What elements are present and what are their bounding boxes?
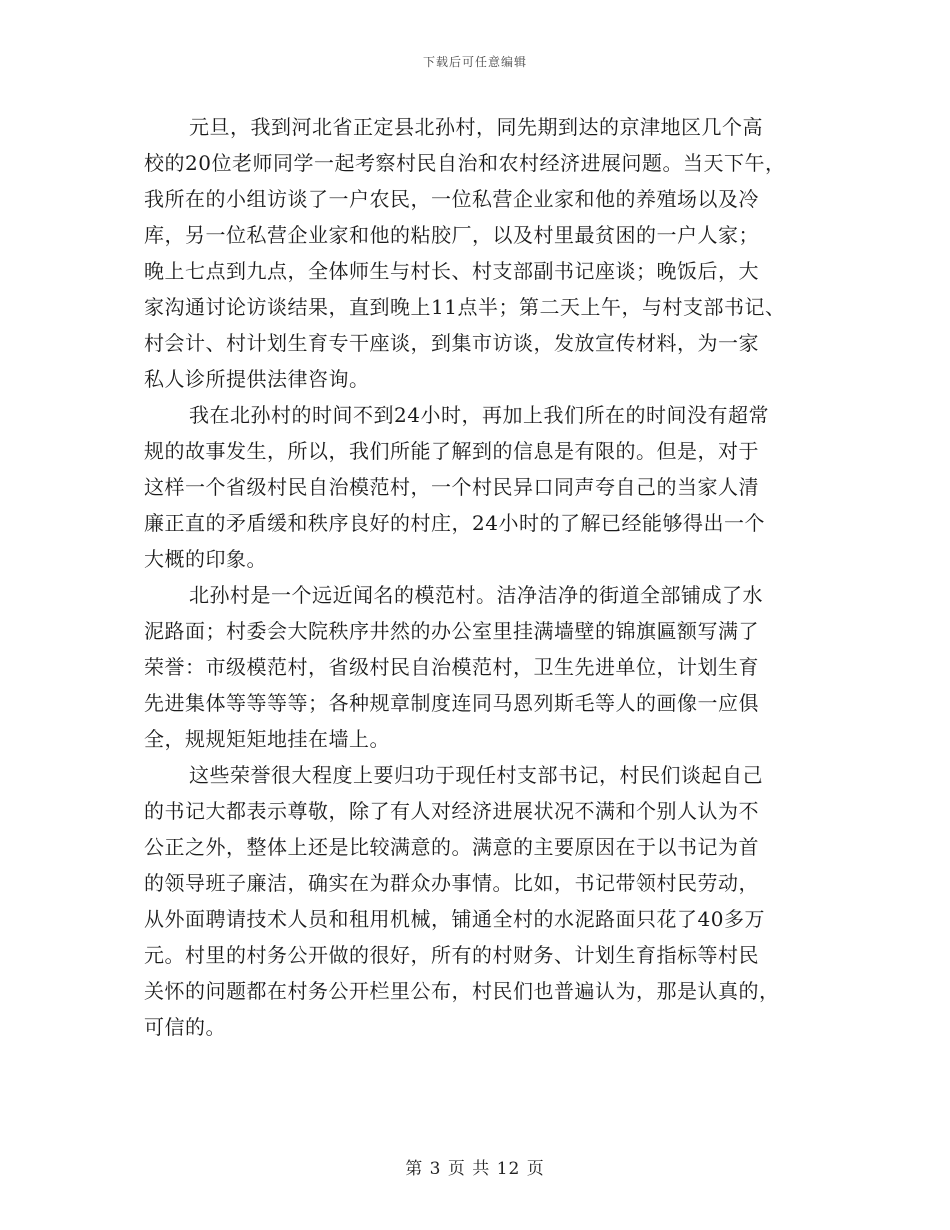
text-line: 这些荣誉很大程度上要归功于现任村支部书记，村民们谈起自己	[189, 763, 763, 787]
text-line: 校的20位老师同学一起考察村民自治和农村经济进展问题。当天下午，	[144, 151, 786, 175]
page-header: 下载后可任意编辑	[422, 55, 527, 69]
text-line: 私人诊所提供法律咨询。	[144, 367, 370, 391]
text-line: 我在北孙村的时间不到24小时，再加上我们所在的时间没有超常	[189, 403, 769, 427]
page-footer: 第 3 页 共 12 页	[405, 1159, 545, 1179]
text-line: 北孙村是一个远近闻名的模范村。洁净洁净的街道全部铺成了水	[189, 583, 763, 607]
text-line: 元。村里的村务公开做的很好，所有的村财务、计划生育指标等村民	[144, 943, 759, 967]
text-line: 荣誉：市级模范村，省级村民自治模范村，卫生先进单位，计划生育	[144, 655, 759, 679]
text-line: 大概的印象。	[144, 547, 267, 571]
text-line: 我所在的小组访谈了一户农民，一位私营企业家和他的养殖场以及冷	[144, 187, 759, 211]
text-line: 先进集体等等等等；各种规章制度连同马恩列斯毛等人的画像一应俱	[144, 691, 759, 715]
text-line: 这样一个省级村民自治模范村，一个村民异口同声夸自己的当家人清	[144, 475, 759, 499]
text-line: 全，规规矩矩地挂在墙上。	[144, 727, 390, 751]
text-line: 晚上七点到九点，全体师生与村长、村支部副书记座谈；晚饭后，大	[144, 259, 759, 283]
text-line: 关怀的问题都在村务公开栏里公布，村民们也普遍认为，那是认真的，	[144, 979, 780, 1003]
text-line: 规的故事发生，所以，我们所能了解到的信息是有限的。但是，对于	[144, 439, 759, 463]
text-line: 的书记大都表示尊敬，除了有人对经济进展状况不满和个别人认为不	[144, 799, 759, 823]
text-line: 的领导班子廉洁，确实在为群众办事情。比如，书记带领村民劳动，	[144, 871, 759, 895]
text-line: 可信的。	[144, 1015, 226, 1039]
text-line: 村会计、村计划生育专干座谈，到集市访谈，发放宣传材料，为一家	[144, 331, 759, 355]
text-line: 从外面聘请技术人员和租用机械，铺通全村的水泥路面只花了40多万	[144, 907, 765, 931]
text-line: 泥路面；村委会大院秩序井然的办公室里挂满墙壁的锦旗匾额写满了	[144, 619, 759, 643]
text-line: 公正之外，整体上还是比较满意的。满意的主要原因在于以书记为首	[144, 835, 759, 859]
text-line: 廉正直的矛盾缓和秩序良好的村庄，24小时的了解已经能够得出一个	[144, 511, 765, 535]
text-line: 家沟通讨论访谈结果，直到晚上11点半；第二天上午，与村支部书记、	[144, 295, 786, 319]
text-line: 库，另一位私营企业家和他的粘胶厂，以及村里最贫困的一户人家；	[144, 223, 759, 247]
document-body	[144, 109, 824, 1045]
text-line: 元旦，我到河北省正定县北孙村，同先期到达的京津地区几个高	[189, 115, 763, 139]
